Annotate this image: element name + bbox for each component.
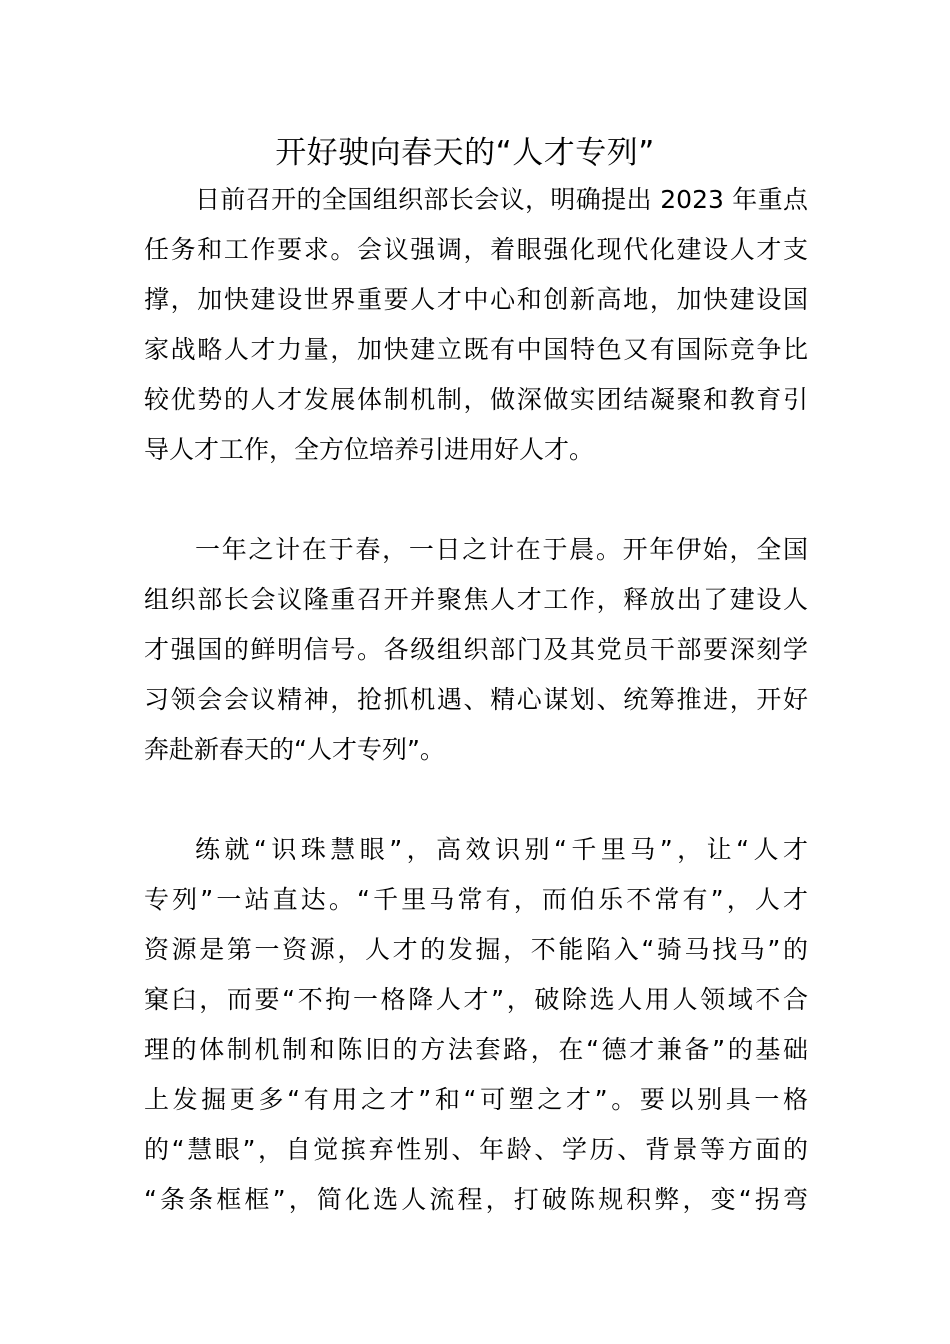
paragraph-line: 家战略人才力量，加快建立既有中国特色又有国际竞争比: [144, 335, 808, 364]
paragraph-line: 日前召开的全国组织部长会议，明确提出 2023 年重点: [195, 185, 808, 214]
paragraph-line: 撑，加快建设世界重要人才中心和创新高地，加快建设国: [144, 285, 808, 314]
paragraph-line: 一年之计在于春，一日之计在于晨。开年伊始，全国: [195, 535, 808, 564]
paragraph-1: [144, 175, 808, 475]
paragraph-line: 才强国的鲜明信号。各级组织部门及其党员干部要深刻学: [144, 635, 808, 664]
paragraph-2: [144, 525, 808, 775]
paragraph-line: 奔赴新春天的“人才专列”。: [144, 735, 445, 764]
paragraph-line: 专列”一站直达。“千里马常有，而伯乐不常有”，人才: [144, 885, 808, 914]
paragraph-line: 任务和工作要求。会议强调，着眼强化现代化建设人才支: [144, 235, 808, 264]
paragraph-line: 理的体制机制和陈旧的方法套路，在“德才兼备”的基础: [144, 1035, 808, 1064]
paragraph-line: 较优势的人才发展体制机制，做深做实团结凝聚和教育引: [144, 385, 808, 414]
document-title: 开好驶向春天的“人才专列”: [275, 135, 655, 171]
paragraph-line: 的“慧眼”，自觉摈弃性别、年龄、学历、背景等方面的: [144, 1135, 808, 1164]
paragraph-line: 习领会会议精神，抢抓机遇、精心谋划、统筹推进，开好: [144, 685, 808, 714]
paragraph-line: 资源是第一资源，人才的发掘，不能陷入“骑马找马”的: [144, 935, 808, 964]
paragraph-3: [144, 825, 808, 1225]
paragraph-line: 导人才工作，全方位培养引进用好人才。: [144, 435, 595, 464]
paragraph-line: 上发掘更多“有用之才”和“可塑之才”。要以别具一格: [144, 1085, 808, 1114]
paragraph-line: “条条框框”，简化选人流程，打破陈规积弊，变“拐弯: [144, 1185, 808, 1214]
paragraph-line: 窠臼，而要“不拘一格降人才”，破除选人用人领域不合: [144, 985, 808, 1014]
paragraph-line: 组织部长会议隆重召开并聚焦人才工作，释放出了建设人: [144, 585, 808, 614]
paragraph-line: 练就“识珠慧眼”，高效识别“千里马”，让“人才: [195, 835, 808, 864]
